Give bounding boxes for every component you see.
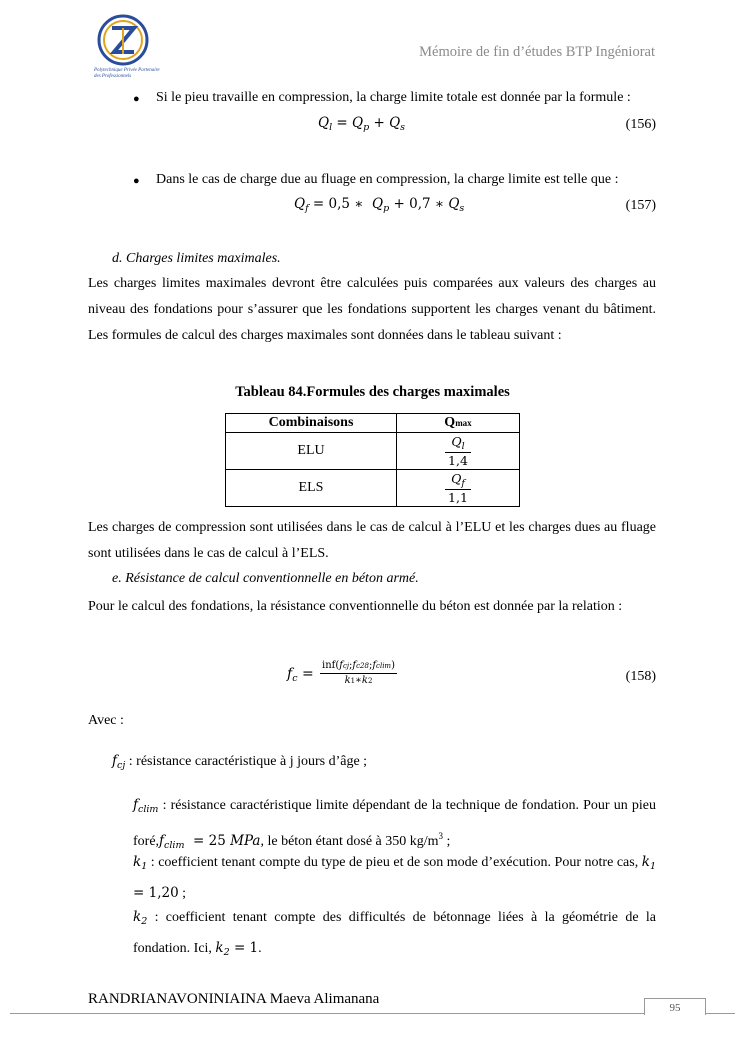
section-d-paragraph: Les charges limites maximales devront être calculées puis comparées aux valeurs des charges au niveau des fondations pour s’assurer que les fondations supportent les charges venant du bâtiment. Les formules de calcul des charges maximales sont données dans le tableau suivant : (88, 276, 656, 343)
equation-number-158: (158) (625, 669, 656, 684)
table-row (226, 470, 520, 507)
school-logo (92, 14, 154, 92)
section-e-heading: e. Résistance de calcul conventionnelle en béton armé. (112, 571, 419, 586)
table-cell-elu: ELU (226, 433, 397, 470)
equation-number-157: (157) (625, 198, 656, 213)
footer-author: RANDRIANAVONINIAINA Maeva Alimanana (88, 991, 380, 1007)
definition-k1: $k_1$ : coefficient tenant compte du type de pieu et de son mode d’exécution. Pour notre cas, $k_1 = 1,20$ ; (133, 854, 656, 901)
table-header-combinaisons: Combinaisons (226, 414, 397, 433)
table-cell-elu-formula: $\frac{Q_l}{1,4}$ (397, 433, 520, 470)
equation-158-fraction: inf(fcj;fc28;fclim) k1∗k2 (322, 660, 395, 686)
section-d-heading: d. Charges limites maximales. (112, 251, 281, 266)
after-table-paragraph: Les charges de compression sont utilisées dans le cas de calcul à l’ELU et les charges dues au fluage sont utilisées dans le cas de calcul à l’ELS. (88, 520, 656, 561)
equation-158-lhs: $f_c$ = (287, 666, 314, 684)
charges-table (225, 413, 520, 507)
footer-divider (10, 1013, 735, 1014)
header-title: Mémoire de fin d’études BTP Ingéniorat (419, 44, 655, 60)
avec-label: Avec : (88, 713, 124, 728)
page-number: 95 (644, 998, 706, 1015)
school-logo-icon (92, 14, 154, 70)
bullet-icon: ● (133, 93, 140, 105)
section-e-paragraph: Pour le calcul des fondations, la résistance conventionnelle du béton est donnée par la relation : (88, 599, 623, 614)
table-cell-els-formula: $\frac{Q_f}{1,1}$ (397, 470, 520, 507)
logo-caption: Polytechnique Privée Partenaire des Professionnels (94, 68, 160, 79)
definition-fcj: $f_{cj}$ : résistance caractéristique à j jours d’âge ; (112, 753, 368, 771)
equation-number-156: (156) (625, 117, 656, 132)
table-caption: Tableau 84.Formules des charges maximales (235, 384, 510, 400)
table-header-row (226, 414, 520, 433)
definition-fclim: $f_{clim}$ : résistance caractéristique limite dépendant de la technique de fondation. Pour un pieu $foré,f_{clim} = 25$ MPa, le béton étant dosé à 350 $kg/m^3$ ; (133, 797, 656, 851)
table-cell-els: ELS (226, 470, 397, 507)
table-header-qmax: Qmax (397, 414, 520, 433)
bullet-icon: ● (133, 175, 140, 187)
equation-157: $Q_f = 0,5$ ∗ $Q_p + 0,7$ ∗ $Q_s$ (294, 196, 465, 214)
equation-156: $Q_l = Q_p + Q_s$ (318, 115, 406, 133)
bullet-2-text: Dans le cas de charge due au fluage en compression, la charge limite est telle que : (156, 172, 619, 187)
bullet-1-text: Si le pieu travaille en compression, la charge limite totale est donnée par la formule : (156, 90, 631, 105)
definition-k2: $k_2$ : coefficient tenant compte des difficultés de bétonnage liées à la géométrie de la fondation. Ici, $k_2 = 1$. (133, 909, 656, 958)
table-row (226, 433, 520, 470)
